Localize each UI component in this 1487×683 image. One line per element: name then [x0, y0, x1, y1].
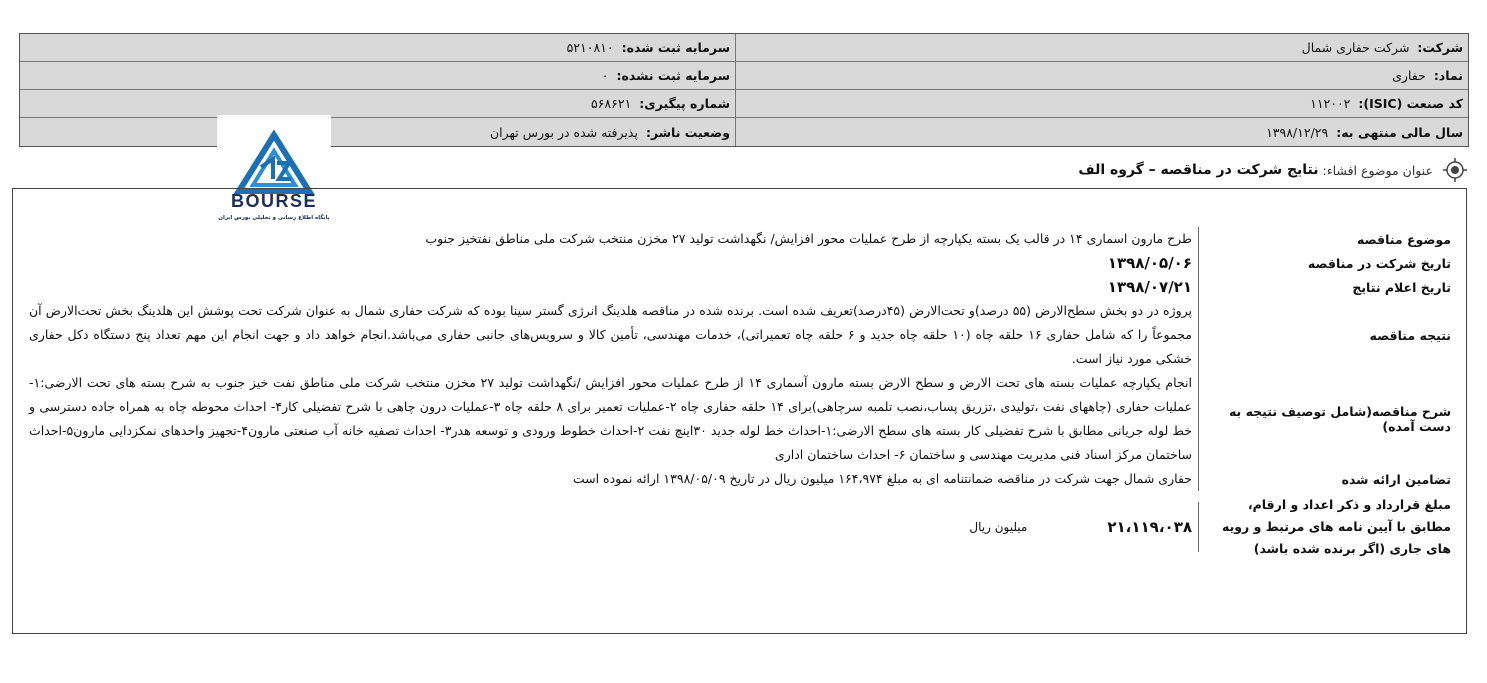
subject-label: عنوان موضوع افشاء:	[1322, 162, 1433, 178]
tender-details-table	[19, 227, 1459, 563]
detail-value: ۱۳۹۸/۰۵/۰۶	[19, 251, 1199, 275]
detail-row-subject	[19, 227, 1459, 251]
detail-label: تاریخ اعلام نتایج	[1352, 279, 1451, 295]
detail-label: موضوع مناقصه	[1356, 231, 1451, 247]
contract-unit: میلیون ریال	[969, 520, 1028, 534]
detail-row-description	[19, 371, 1459, 467]
unregistered-capital-cell	[20, 62, 735, 89]
disclosure-subject	[1078, 155, 1467, 185]
info-row	[20, 90, 1468, 118]
detail-label: تاریخ شرکت در مناقصه	[1307, 255, 1451, 271]
publisher-status-value: پذیرفته شده در بورس تهران	[489, 124, 638, 140]
subject-title: نتایج شرکت در مناقصه – گروه الف	[1078, 162, 1319, 178]
company-cell	[735, 34, 1468, 61]
info-row	[20, 62, 1468, 90]
detail-label: تضامین ارائه شده	[1341, 471, 1451, 487]
fiscal-year-value: ۱۳۹۸/۱۲/۲۹	[1266, 124, 1329, 140]
symbol-value: حفاری	[1392, 68, 1426, 83]
contract-amount-value	[19, 502, 1199, 552]
fiscal-year-cell	[735, 118, 1468, 146]
detail-value: پروژه در دو بخش سطح‌الارض (۵۵ درصد)و تحت‌الارض (۴۵درصد)تعریف شده است. برنده شده در مناقصه هلدینگ انرژی گستر سینا بوده که شرکت حفاری شمال به عنوان شرکت تحت پوشش این هلدینگ بخش تحت‌الارض آن مجموعاً را که شامل حفاری ۱۶ حلقه چاه (۱۰ حلقه چاه جدید و ۶ حلقه چاه تعمیراتی)، خدمات مهندسی، تأمین کالا و سرویس‌های جانبی حفاری می‌باشد.انجام خواهد داد و جهت انجام این مهم تعداد پنج دستگاه دکل حفاری خشکی مورد نیاز است.	[19, 299, 1199, 371]
company-value: شرکت حفاری شمال	[1301, 40, 1410, 55]
detail-label: شرح مناقصه(شامل توصیف نتیجه به دست آمده)	[1228, 404, 1451, 434]
isic-value: ۱۱۲۰۰۲	[1310, 96, 1351, 111]
detail-value: حفاری شمال جهت شرکت در مناقصه ضمانتنامه ای به مبلغ ۱۶۴،۹۷۴ میلیون ریال در تاریخ ۱۳۹۸/۰۵/۰۹ ارائه نموده است	[19, 467, 1199, 491]
detail-value: ۱۳۹۸/۰۷/۲۱	[19, 275, 1199, 299]
detail-row-announcement-date	[19, 275, 1459, 299]
publisher-status-cell	[20, 118, 735, 146]
capital-value: ۵۲۱۰۸۱۰	[566, 40, 614, 55]
company-label: شرکت:	[1417, 40, 1463, 55]
detail-row-contract-amount	[19, 491, 1459, 563]
detail-value: طرح مارون اسماری ۱۴ در قالب یک بسته یکپارچه از طرح عملیات محور افزایش/ نگهداشت تولید ۲۷ مخزن منتخب شرکت ملی مناطق نفتخیز جنوب	[19, 227, 1199, 251]
capital-cell	[20, 34, 735, 61]
tracking-label: شماره پیگیری:	[639, 96, 730, 111]
contract-amount: ۲۱،۱۱۹،۰۳۸	[1107, 518, 1192, 536]
detail-row-result	[19, 299, 1459, 371]
detail-label: نتیجه مناقصه	[1369, 327, 1451, 343]
tracking-value: ۵۶۸۶۲۱	[591, 96, 632, 111]
info-row	[20, 34, 1468, 62]
fiscal-year-label: سال مالی منتهی به:	[1336, 124, 1463, 140]
capital-label: سرمایه ثبت شده:	[621, 40, 730, 55]
symbol-cell	[735, 62, 1468, 89]
unregistered-capital-value: ۰	[601, 68, 609, 83]
publisher-status-label: وضعیت ناشر:	[645, 124, 730, 140]
detail-row-guarantees	[19, 467, 1459, 491]
detail-row-participation-date	[19, 251, 1459, 275]
symbol-label: نماد:	[1433, 68, 1463, 83]
isic-cell	[735, 90, 1468, 117]
logo-subtext: پایگاه اطلاع رسانی و تحلیلی بورس ایران	[218, 215, 330, 221]
detail-value: انجام یکپارچه عملیات بسته های تحت الارض و سطح الارض بسته مارون آسماری ۱۴ از طرح عملیات محور افزایش /نگهداشت تولید ۲۷ مخزن منتخب شرکت ملی مناطق نفت خیز جنوب به شرح بسته های تحت الارضی:۱- عملیات حفاری (چاههای نفت ،تولیدی ،تزریق پساب،نصب تلمبه سرچاهی)برای ۱۴ حلقه حفاری چاه ۲-عملیات تعمیر برای ۸ حلقه چاه ۳-عملیات درون چاهی با شرح تفضیلی کار۴- احداث محوطه چاه به همراه جاده دسترسی و خط لوله جریانی مطابق با شرح تفضیلی کار بسته های سطح الارضی:۱-احداث خط لوله جدید ۳۰اینچ نفت ۲-احداث خطوط ورودی و توسعه هدر۳- احداث تصفیه خانه آب صنعتی مارون۴-تجهیز واحدهای نمکزدایی مارون۵-احداث ساختمان مرکز اسناد فنی مدیریت مهندسی و ساختمان ۶- احداث ساختمان اداری	[19, 371, 1199, 467]
detail-label: مبلغ قرارداد و ذکر اعداد و ارقام، مطابق با آیین نامه های مرتبط و رویه های جاری (اگر برنده شده باشد)	[1222, 497, 1451, 556]
tracking-cell	[20, 90, 735, 117]
unregistered-capital-label: سرمایه ثبت نشده:	[616, 68, 730, 83]
target-icon	[1443, 158, 1467, 182]
isic-label: کد صنعت (ISIC):	[1358, 96, 1463, 111]
logo-text: BOURSE	[230, 191, 318, 211]
tender-results-box	[12, 188, 1467, 634]
